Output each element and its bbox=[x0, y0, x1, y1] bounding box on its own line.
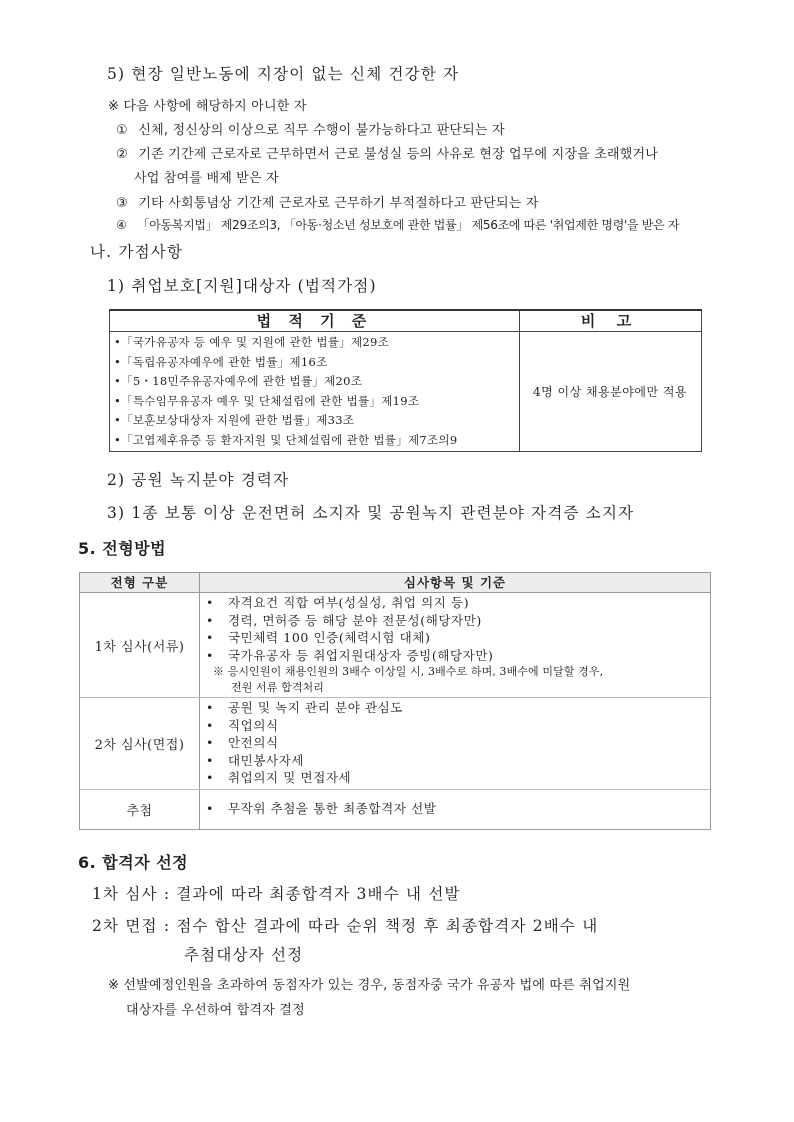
criteria-text: 무작위 추첨을 통한 최종합격자 선발 bbox=[228, 801, 437, 816]
bullet-icon: • bbox=[206, 752, 214, 768]
exclusion-item-1 bbox=[116, 119, 505, 138]
bullet-icon: • bbox=[206, 801, 214, 816]
criteria-text: 국가유공자 등 취업지원대상자 증빙(해당자만) bbox=[228, 647, 494, 663]
stage-row-lottery bbox=[80, 790, 710, 829]
legal-basis-row: •「5・18민주유공자예우에 관한 법률」제20조 bbox=[114, 374, 363, 388]
criteria-list bbox=[204, 594, 494, 664]
bonus-item-2: 2) 공원 녹지분야 경력자 bbox=[107, 471, 290, 489]
criteria-item bbox=[204, 629, 494, 647]
exclusion-item-4 bbox=[116, 216, 679, 233]
eligibility-item-5: 5) 현장 일반노동에 지장이 없는 신체 건강한 자 bbox=[107, 65, 460, 83]
legal-basis-row: •「독립유공자예우에 관한 법률」제16조 bbox=[114, 354, 328, 369]
exclusion-text: 신체, 정신상의 이상으로 직무 수행이 불가능하다고 판단되는 자 bbox=[138, 123, 505, 138]
exclusion-item-2 bbox=[116, 143, 658, 162]
legal-basis-row: •「국가유공자 등 예우 및 지원에 관한 법률」제29조 bbox=[114, 335, 390, 349]
stage-label: 1차 심사(서류) bbox=[94, 639, 185, 655]
screening-remark-line2: 전원 서류 합격처리 bbox=[231, 681, 325, 694]
stage-row-interview bbox=[80, 698, 710, 790]
criteria-text: 대민봉사자세 bbox=[228, 752, 305, 768]
bullet-icon: • bbox=[206, 735, 214, 750]
criteria-item bbox=[204, 769, 403, 787]
screening-remark-line1: ※ 응시인원이 채용인원의 3배수 이상일 시, 3배수로 하며, 3배수에 미달할 경우, bbox=[213, 665, 604, 678]
tie-break-note-line2: 대상자를 우선하여 합격자 결정 bbox=[126, 1003, 305, 1018]
bonus-heading: 나. 가점사항 bbox=[90, 243, 184, 261]
exclusion-marker: ③ bbox=[116, 196, 128, 211]
criteria-item bbox=[204, 800, 436, 818]
selection-method-table bbox=[79, 572, 711, 830]
exclusion-marker: ② bbox=[116, 147, 128, 162]
criteria-text: 공원 및 녹지 관리 분야 관심도 bbox=[228, 700, 403, 715]
legal-basis-row: •「고엽제후유증 등 환자지원 및 단체설립에 관한 법률」제7조의9 bbox=[114, 432, 458, 447]
bullet-icon: • bbox=[206, 700, 214, 715]
legal-table-remark: 4명 이상 채용분야에만 적용 bbox=[532, 384, 688, 399]
stage-label: 2차 심사(면접) bbox=[94, 738, 185, 753]
bullet-icon: • bbox=[206, 647, 214, 663]
criteria-column-header: 심사항목 및 기준 bbox=[403, 575, 507, 590]
section-5-heading: 5. 전형방법 bbox=[78, 539, 167, 558]
bullet-icon: • bbox=[206, 612, 214, 628]
bonus-item-1: 1) 취업보호[지원]대상자 (법적가점) bbox=[107, 277, 377, 295]
exclusion-item-2-continuation: 사업 참여를 배제 받은 자 bbox=[134, 171, 279, 186]
criteria-list bbox=[204, 800, 436, 818]
exclusion-item-3 bbox=[116, 192, 539, 211]
legal-basis-list bbox=[114, 333, 457, 450]
remarks-header: 비 고 bbox=[580, 312, 640, 330]
criteria-item bbox=[204, 594, 494, 612]
criteria-item bbox=[204, 699, 403, 717]
section-6-heading: 6. 합격자 선정 bbox=[78, 853, 189, 872]
criteria-text: 취업의지 및 면접자세 bbox=[228, 770, 352, 785]
criteria-text: 국민체력 100 인증(체력시험 대체) bbox=[228, 630, 431, 645]
tie-break-note-line1: ※ 선발예정인원을 초과하여 동점자가 있는 경우, 동점자중 국가 유공자 법에 따른 취업지원 bbox=[108, 978, 631, 993]
bullet-icon: • bbox=[206, 717, 214, 733]
stage-column-header: 전형 구분 bbox=[110, 575, 169, 590]
legal-bonus-table bbox=[109, 309, 702, 452]
bonus-item-3: 3) 1종 보통 이상 운전면허 소지자 및 공원녹지 관련분야 자격증 소지자 bbox=[107, 504, 635, 522]
criteria-text: 경력, 면허증 등 해당 분야 전문성(해당자만) bbox=[228, 612, 482, 628]
legal-basis-row: •「보훈보상대상자 지원에 관한 법률」제33조 bbox=[114, 413, 355, 427]
selection-stage-2: 2차 면접 : 점수 합산 결과에 따라 순위 책정 후 최종합격자 2배수 내 bbox=[92, 917, 599, 935]
criteria-item bbox=[204, 647, 494, 665]
legal-basis-header: 법 적 기 준 bbox=[256, 312, 373, 330]
criteria-list bbox=[204, 699, 403, 787]
bullet-icon: • bbox=[206, 630, 214, 645]
exclusion-marker: ④ bbox=[116, 218, 127, 232]
criteria-item bbox=[204, 734, 403, 752]
criteria-item bbox=[204, 752, 403, 770]
criteria-item bbox=[204, 612, 494, 630]
exclusion-text: 기존 기간제 근로자로 근무하면서 근로 불성실 등의 사유로 현장 업무에 지장을 초래했거나 bbox=[138, 147, 659, 162]
exclusion-marker: ① bbox=[116, 123, 128, 138]
stage-row-document-screening bbox=[80, 593, 710, 698]
criteria-item bbox=[204, 717, 403, 735]
criteria-text: 안전의식 bbox=[228, 735, 279, 750]
stage-label: 추첨 bbox=[126, 804, 153, 819]
criteria-text: 직업의식 bbox=[228, 717, 279, 733]
exclusion-note: ※ 다음 사항에 해당하지 아니한 자 bbox=[108, 99, 307, 114]
bullet-icon: • bbox=[206, 595, 214, 610]
selection-stage-1: 1차 심사 : 결과에 따라 최종합격자 3배수 내 선발 bbox=[92, 885, 461, 903]
bullet-icon: • bbox=[206, 770, 214, 785]
criteria-text: 자격요건 직합 여부(성실성, 취업 의지 등) bbox=[228, 595, 470, 610]
exclusion-text: 기타 사회통념상 기간제 근로자로 근무하기 부적절하다고 판단되는 자 bbox=[138, 196, 539, 211]
selection-stage-2-continuation: 추첨대상자 선정 bbox=[184, 946, 304, 964]
exclusion-text: 「아동복지법」 제29조의3, 「아동·청소년 성보호에 관한 법률」 제56조에 따른 '취업제한 명령'을 받은 자 bbox=[137, 218, 680, 232]
legal-basis-row: •「특수임무유공자 예우 및 단체설립에 관한 법률」제19조 bbox=[114, 393, 420, 408]
